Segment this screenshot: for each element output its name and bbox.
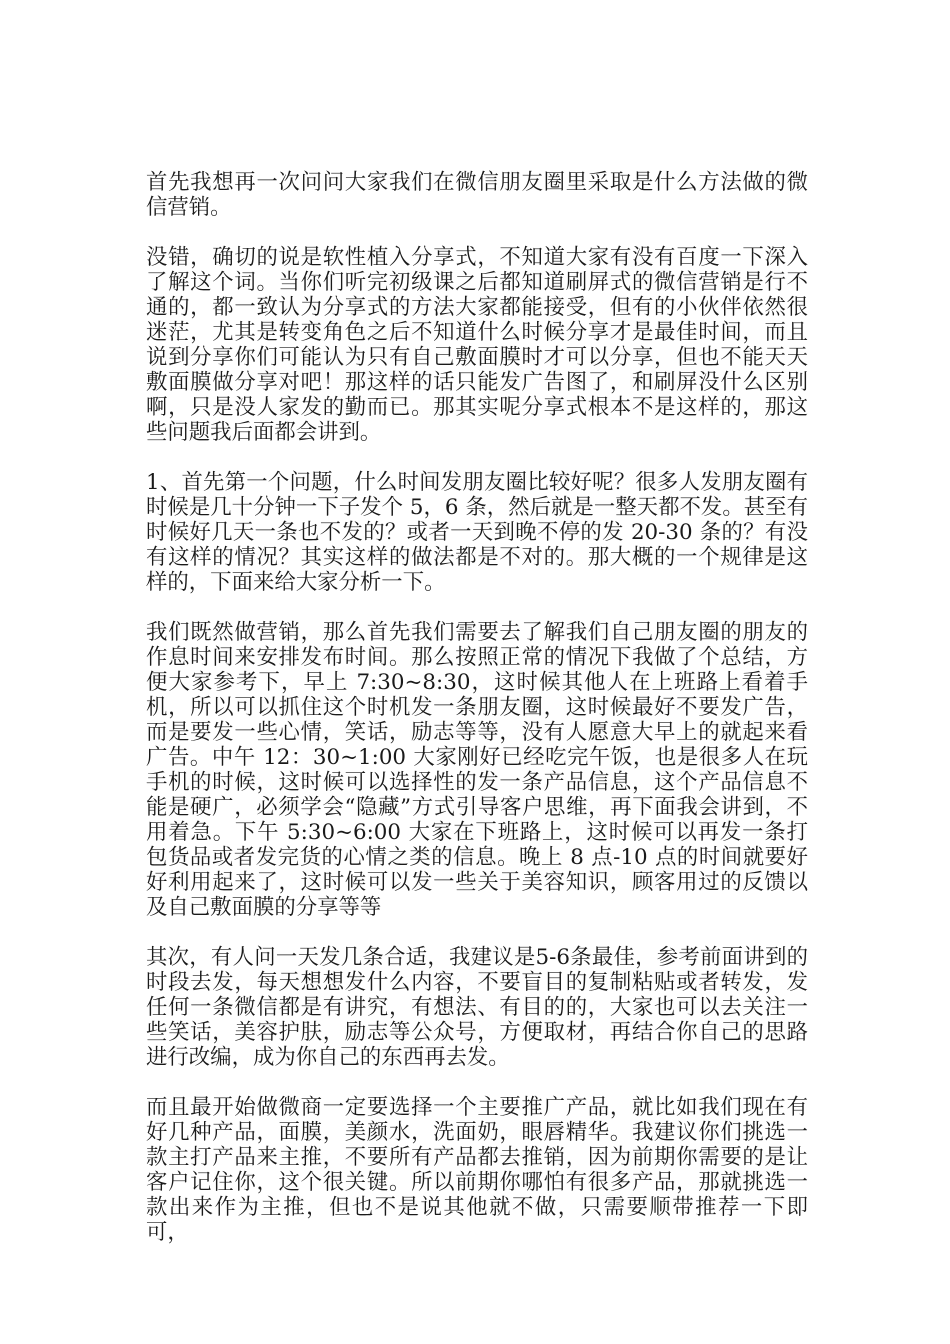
paragraph-posts-per-day: 其次，有人问一天发几条合适，我建议是5-6条最佳，参考前面讲到的时段去发，每天想想发什么内容，不要盲目的复制粘贴或者转发，发任何一条微信都是有讲究，有想法、有目的的，大家也可以去关注一些笑话，美容护肤，励志等公众号，方便取材，再结合你自己的思路进行改编，成为你自己的东西再去发。: [146, 945, 808, 1070]
paragraph-intro-question: 首先我想再一次问问大家我们在微信朋友圈里采取是什么方法做的微信营销。: [146, 170, 808, 220]
paragraph-posting-schedule: 我们既然做营销，那么首先我们需要去了解我们自己朋友圈的朋友的作息时间来安排发布时间。那么按照正常的情况下我做了个总结，方便大家参考下，早上 7:30~8:30，这时候其他人在上班路上看着手机，所以可以抓住这个时机发一条朋友圈，这时候最好不要发广告，而是要发一些心情，笑话，励志等等，没有人愿意大早上的就起来看广告。中午 12：30~1:00 大家刚好已经吃完午饭，也是很多人在玩手机的时候，这时候可以选择性的发一条产品信息，这个产品信息不能是硬广，必须学会“隐藏”方式引导客户思维，再下面我会讲到，不用着急。下午 5:30~6:00 大家在下班路上，这时候可以再发一条打包货品或者发完货的心情之类的信息。晚上 8 点-10 点的时间就要好好利用起来了，这时候可以发一些关于美容知识，顾客用过的反馈以及自己敷面膜的分享等等: [146, 620, 808, 920]
paragraph-posting-time-question: 1、首先第一个问题，什么时间发朋友圈比较好呢？很多人发朋友圈有时候是几十分钟一下子发个 5，6 条，然后就是一整天都不发。甚至有时候好几天一条也不发的？或者一天到晚不停的发 20-30 条的？有没有这样的情况？其实这样的做法都是不对的。那大概的一个规律是这样的，下面来给大家分析一下。: [146, 470, 808, 595]
paragraph-main-product: 而且最开始做微商一定要选择一个主要推广产品，就比如我们现在有好几种产品，面膜，美颜水，洗面奶，眼唇精华。我建议你们挑选一款主打产品来主推，不要所有产品都去推销，因为前期你需要的是让客户记住你，这个很关键。所以前期你哪怕有很多产品，那就挑选一款出来作为主推，但也不是说其他就不做，只需要顺带推荐一下即可，: [146, 1095, 808, 1245]
paragraph-sharing-method: 没错，确切的说是软性植入分享式，不知道大家有没有百度一下深入了解这个词。当你们听完初级课之后都知道刷屏式的微信营销是行不通的，都一致认为分享式的方法大家都能接受，但有的小伙伴依然很迷茫，尤其是转变角色之后不知道什么时候分享才是最佳时间，而且说到分享你们可能认为只有自己敷面膜时才可以分享，但也不能天天敷面膜做分享对吧！那这样的话只能发广告图了，和刷屏没什么区别啊，只是没人家发的勤而已。那其实呢分享式根本不是这样的，那这些问题我后面都会讲到。: [146, 245, 808, 445]
document-body: [146, 170, 808, 1270]
